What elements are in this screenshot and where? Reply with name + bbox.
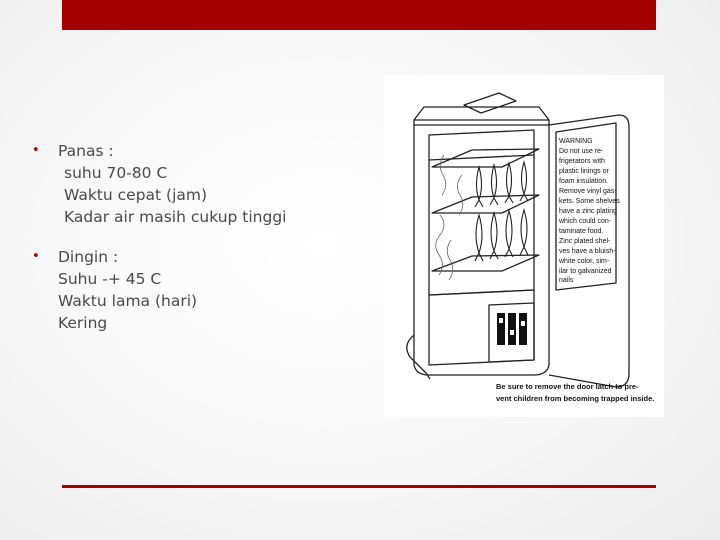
warning-line: plastic linings or <box>559 168 609 175</box>
fish-middle-row <box>475 210 528 261</box>
control-switches <box>497 313 527 345</box>
vent-box <box>464 93 516 113</box>
fridge-body <box>414 125 549 375</box>
warning-line: which could con- <box>559 218 612 225</box>
warning-line: foam insulation. <box>559 178 609 185</box>
warning-line: frigerators with <box>559 158 605 165</box>
bullet-marker: • <box>32 249 40 264</box>
shelf-middle <box>432 195 539 213</box>
refrigerator-smoker-illustration <box>384 75 664 417</box>
caption-line: Be sure to remove the door latch to pre- <box>496 382 639 391</box>
caption-line: vent children from becoming trapped inside. <box>496 394 655 403</box>
fish-top-row <box>475 162 528 207</box>
refrigerator-drawing <box>384 75 664 417</box>
bullet-marker: • <box>32 143 40 158</box>
warning-line: white color, sim- <box>559 258 610 265</box>
bullet-panas <box>30 140 360 228</box>
figure-caption <box>496 382 654 403</box>
bullet-dingin <box>30 246 360 334</box>
bullet-title: Dingin : <box>58 248 119 266</box>
warning-line: have a zinc plating <box>559 208 617 215</box>
warning-line: Do not use re- <box>559 148 604 155</box>
bullet-line: suhu 70-80 C <box>64 164 168 182</box>
bullet-line: Waktu cepat (jam) <box>64 186 208 204</box>
warning-line: taminate food. <box>559 228 604 235</box>
bullet-line: Waktu lama (hari) <box>58 292 198 310</box>
warning-line: WARNING <box>559 138 593 145</box>
warning-text <box>558 138 620 284</box>
shelf-bottom <box>432 255 539 271</box>
warning-line: kets. Some shelves <box>559 198 620 205</box>
warning-line: nails <box>559 277 574 284</box>
fridge-lower <box>429 290 534 365</box>
bullet-line: Kadar air masih cukup tinggi <box>64 208 287 226</box>
bullet-line: Kering <box>58 314 108 332</box>
bottom-accent-rule <box>62 485 656 488</box>
warning-line: Zinc plated shel- <box>559 238 611 245</box>
warning-line: Remove vinyl gas- <box>559 188 617 195</box>
warning-line: ilar to galvanized <box>559 268 612 275</box>
top-accent-bar <box>62 0 656 30</box>
warning-line: ves have a bluish- <box>559 248 616 255</box>
bullet-line: Suhu -+ 45 C <box>58 270 162 288</box>
power-cord <box>407 335 426 373</box>
bullet-list <box>30 140 360 334</box>
bullet-title: Panas : <box>58 142 114 160</box>
